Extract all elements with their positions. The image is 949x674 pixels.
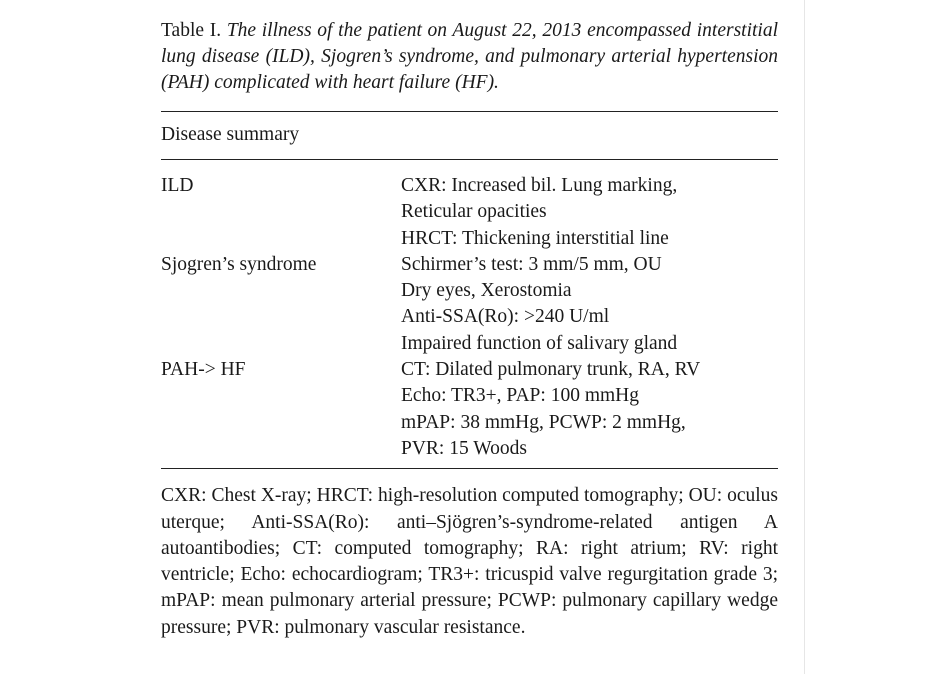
table-row [161,357,778,462]
disease-cell: ILD [161,175,194,196]
disease-cell: Sjogren’s syndrome [161,253,317,275]
findings-cell [401,252,778,357]
page-edge-divider [804,0,805,674]
finding-line: Dry eyes, Xerostomia [401,280,572,302]
finding-line: mPAP: 38 mmHg, PCWP: 2 mmHg, [401,411,686,433]
disease-cell: PAH-> HF [161,359,246,381]
finding-line: Reticular opacities [401,201,547,223]
table-caption [161,18,778,96]
table-header: Disease summary [161,124,300,145]
finding-line: Impaired function of salivary gland [401,332,678,354]
finding-line: HRCT: Thickening interstitial line [401,227,669,249]
table-row [161,252,778,357]
table-footnote: CXR: Chest X-ray; HRCT: high-resolution computed tomography; OU: oculus uterque; Anti-SSA(Ro): anti–Sjögren’s-syndrome-related antigen A autoantibodies; CT: computed tomography; RA: right atrium; RV: right ventricle; Echo: echocardiogram; TR3+: tricuspid valve regurgitation grade 3; mPAP: mean pulmonary arterial pressure; PCWP: pulmonary capillary wedge pressure; PVR: pulmonary vascular resistance. [161,485,778,638]
table-caption-text: The illness of the patient on August 22, 2013 encompassed interstitial lung disease (ILD), Sjogren’s syndrome, and pulmonary arterial hypertension (PAH) complicated with heart failure (HF). [161,20,778,93]
finding-line: PVR: 15 Woods [401,437,527,459]
finding-line: Anti-SSA(Ro): >240 U/ml [401,306,610,328]
table-container [161,18,778,641]
table-caption-label: Table I. [161,20,227,41]
findings-cell [401,173,778,252]
table-row [161,173,778,252]
finding-line: Echo: TR3+, PAP: 100 mmHg [401,385,639,407]
findings-cell [401,357,778,462]
finding-line: Schirmer’s test: 3 mm/5 mm, OU [401,253,662,275]
table-body [161,160,778,468]
finding-line: CXR: Increased bil. Lung marking, [401,175,678,196]
finding-line: CT: Dilated pulmonary trunk, RA, RV [401,359,701,381]
table-bottom-rule [161,468,778,469]
